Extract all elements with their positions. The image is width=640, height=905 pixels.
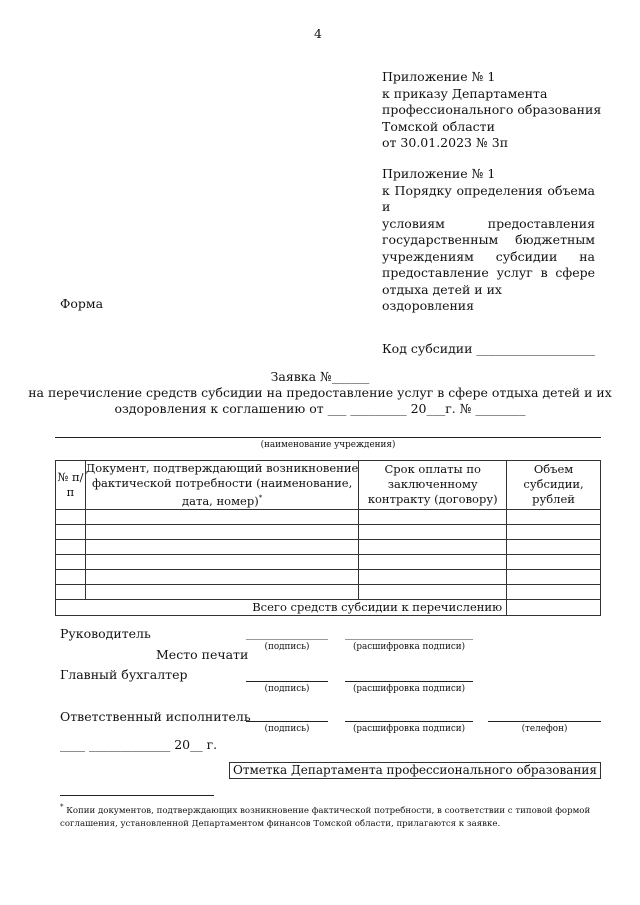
seal-label: Место печати xyxy=(156,647,249,662)
appendix-order-line: от 30.01.2023 № 3п xyxy=(382,135,509,150)
table-cell[interactable] xyxy=(85,524,358,539)
form-label: Форма xyxy=(60,296,104,311)
head-label: Руководитель xyxy=(60,626,151,641)
appendix-procedure-line: отдыха детей и их оздоровления xyxy=(382,281,502,313)
table-row xyxy=(56,539,601,554)
appendix-order-line: Томской области xyxy=(382,118,495,134)
footnote-text-1: Копии документов, подтверждающих возникновение фактической потребности, в соответствии с типовой формой xyxy=(66,805,591,816)
table-row xyxy=(56,509,601,524)
table-total-row xyxy=(56,599,601,615)
executor-decoding-caption: (расшифровка подписи) xyxy=(352,724,466,734)
table-cell[interactable] xyxy=(359,554,507,569)
subsidy-table xyxy=(55,460,601,616)
head-decoding-caption: (расшифровка подписи) xyxy=(352,642,466,652)
footnote-separator xyxy=(60,795,214,796)
executor-signature-line[interactable] xyxy=(246,721,328,722)
chief-accountant-label: Главный бухгалтер xyxy=(60,667,188,682)
accountant-decoding-caption: (расшифровка подписи) xyxy=(352,684,466,694)
institution-caption: (наименование учреждения) xyxy=(260,440,396,450)
footnote-mark: * xyxy=(258,494,263,502)
page-number: 4 xyxy=(314,26,322,41)
request-subtitle-line1: на перечисление средств субсидии на предоставление услуг в сфере отдыха детей и их xyxy=(28,385,612,400)
table-cell[interactable] xyxy=(359,539,507,554)
appendix-procedure-line: государственным бюджетным xyxy=(382,232,595,247)
subsidy-code: Код субсидии ___________________ xyxy=(382,341,596,356)
table-cell[interactable] xyxy=(85,569,358,584)
table-cell[interactable] xyxy=(56,569,86,584)
total-value[interactable] xyxy=(507,599,601,615)
table-cell[interactable] xyxy=(507,509,601,524)
table-cell[interactable] xyxy=(56,509,86,524)
executor-phone-caption: (телефон) xyxy=(521,724,568,734)
table-cell[interactable] xyxy=(56,524,86,539)
header-term: Срок оплаты по заключенному контракту (договору) xyxy=(359,461,507,510)
appendix-order-line: к приказу Департамента xyxy=(382,85,548,101)
request-title: Заявка №______ xyxy=(270,369,370,384)
table-cell[interactable] xyxy=(85,509,358,524)
table-cell[interactable] xyxy=(56,539,86,554)
institution-line xyxy=(55,437,601,438)
appendix-order-line: Приложение № 1 xyxy=(382,69,496,84)
table-cell[interactable] xyxy=(56,554,86,569)
date-line[interactable]: ____ _____________ 20__ г. xyxy=(60,737,218,752)
executor-signature-caption: (подпись) xyxy=(264,724,310,734)
appendix-order-line: профессионального образования xyxy=(382,102,602,117)
table-cell[interactable] xyxy=(507,524,601,539)
table-row xyxy=(56,524,601,539)
table-cell[interactable] xyxy=(359,509,507,524)
table-cell[interactable] xyxy=(359,524,507,539)
request-subtitle-line2: оздоровления к соглашению от ___ _________ 20___г. № ________ xyxy=(114,401,526,416)
table-cell[interactable] xyxy=(507,569,601,584)
appendix-procedure-title: Приложение № 1 xyxy=(382,166,496,181)
header-num: № п/п xyxy=(56,461,86,510)
appendix-procedure-line: условиям предоставления xyxy=(382,215,595,231)
table-cell[interactable] xyxy=(507,584,601,599)
table-cell[interactable] xyxy=(359,569,507,584)
executor-phone-line[interactable] xyxy=(488,721,601,722)
table-cell[interactable] xyxy=(56,584,86,599)
table-row xyxy=(56,584,601,599)
footnote-asterisk: * xyxy=(60,803,64,811)
table-cell[interactable] xyxy=(359,584,507,599)
appendix-procedure-line: предоставление услуг в сфере xyxy=(382,265,595,280)
table-cell[interactable] xyxy=(85,554,358,569)
table-row xyxy=(56,569,601,584)
executor-decoding-line[interactable] xyxy=(345,721,473,722)
table-cell[interactable] xyxy=(85,584,358,599)
footnote xyxy=(60,801,605,831)
header-document-text: Документ, подтверждающий возникновение фактической потребности (наименование, дата, номер) xyxy=(85,461,359,508)
head-signature-line[interactable] xyxy=(246,639,328,640)
appendix-order-block xyxy=(382,69,602,152)
table-cell[interactable] xyxy=(85,539,358,554)
table-cell[interactable] xyxy=(507,554,601,569)
head-decoding-line[interactable] xyxy=(345,639,473,640)
accountant-decoding-line[interactable] xyxy=(345,681,473,682)
appendix-procedure-block xyxy=(382,166,595,315)
footnote-line2: соглашения, установленной Департаментом финансов Томской области, прилагаются к заявке. xyxy=(60,818,501,829)
accountant-signature-line[interactable] xyxy=(246,681,328,682)
appendix-procedure-line: к Порядку определения объема и xyxy=(382,182,595,214)
header-amount: Объем субсидии, рублей xyxy=(507,461,601,510)
table-header-row xyxy=(56,461,601,510)
head-signature-caption: (подпись) xyxy=(264,642,310,652)
executor-label: Ответственный исполнитель xyxy=(60,709,251,724)
table-row xyxy=(56,554,601,569)
footnote-line1 xyxy=(60,801,605,818)
department-mark: Отметка Департамента профессионального образования xyxy=(229,762,601,779)
appendix-procedure-line: учреждениям субсидии на xyxy=(382,248,595,264)
accountant-signature-caption: (подпись) xyxy=(264,684,310,694)
total-label: Всего средств субсидии к перечислению xyxy=(56,599,507,615)
table-cell[interactable] xyxy=(507,539,601,554)
header-document xyxy=(85,461,358,510)
